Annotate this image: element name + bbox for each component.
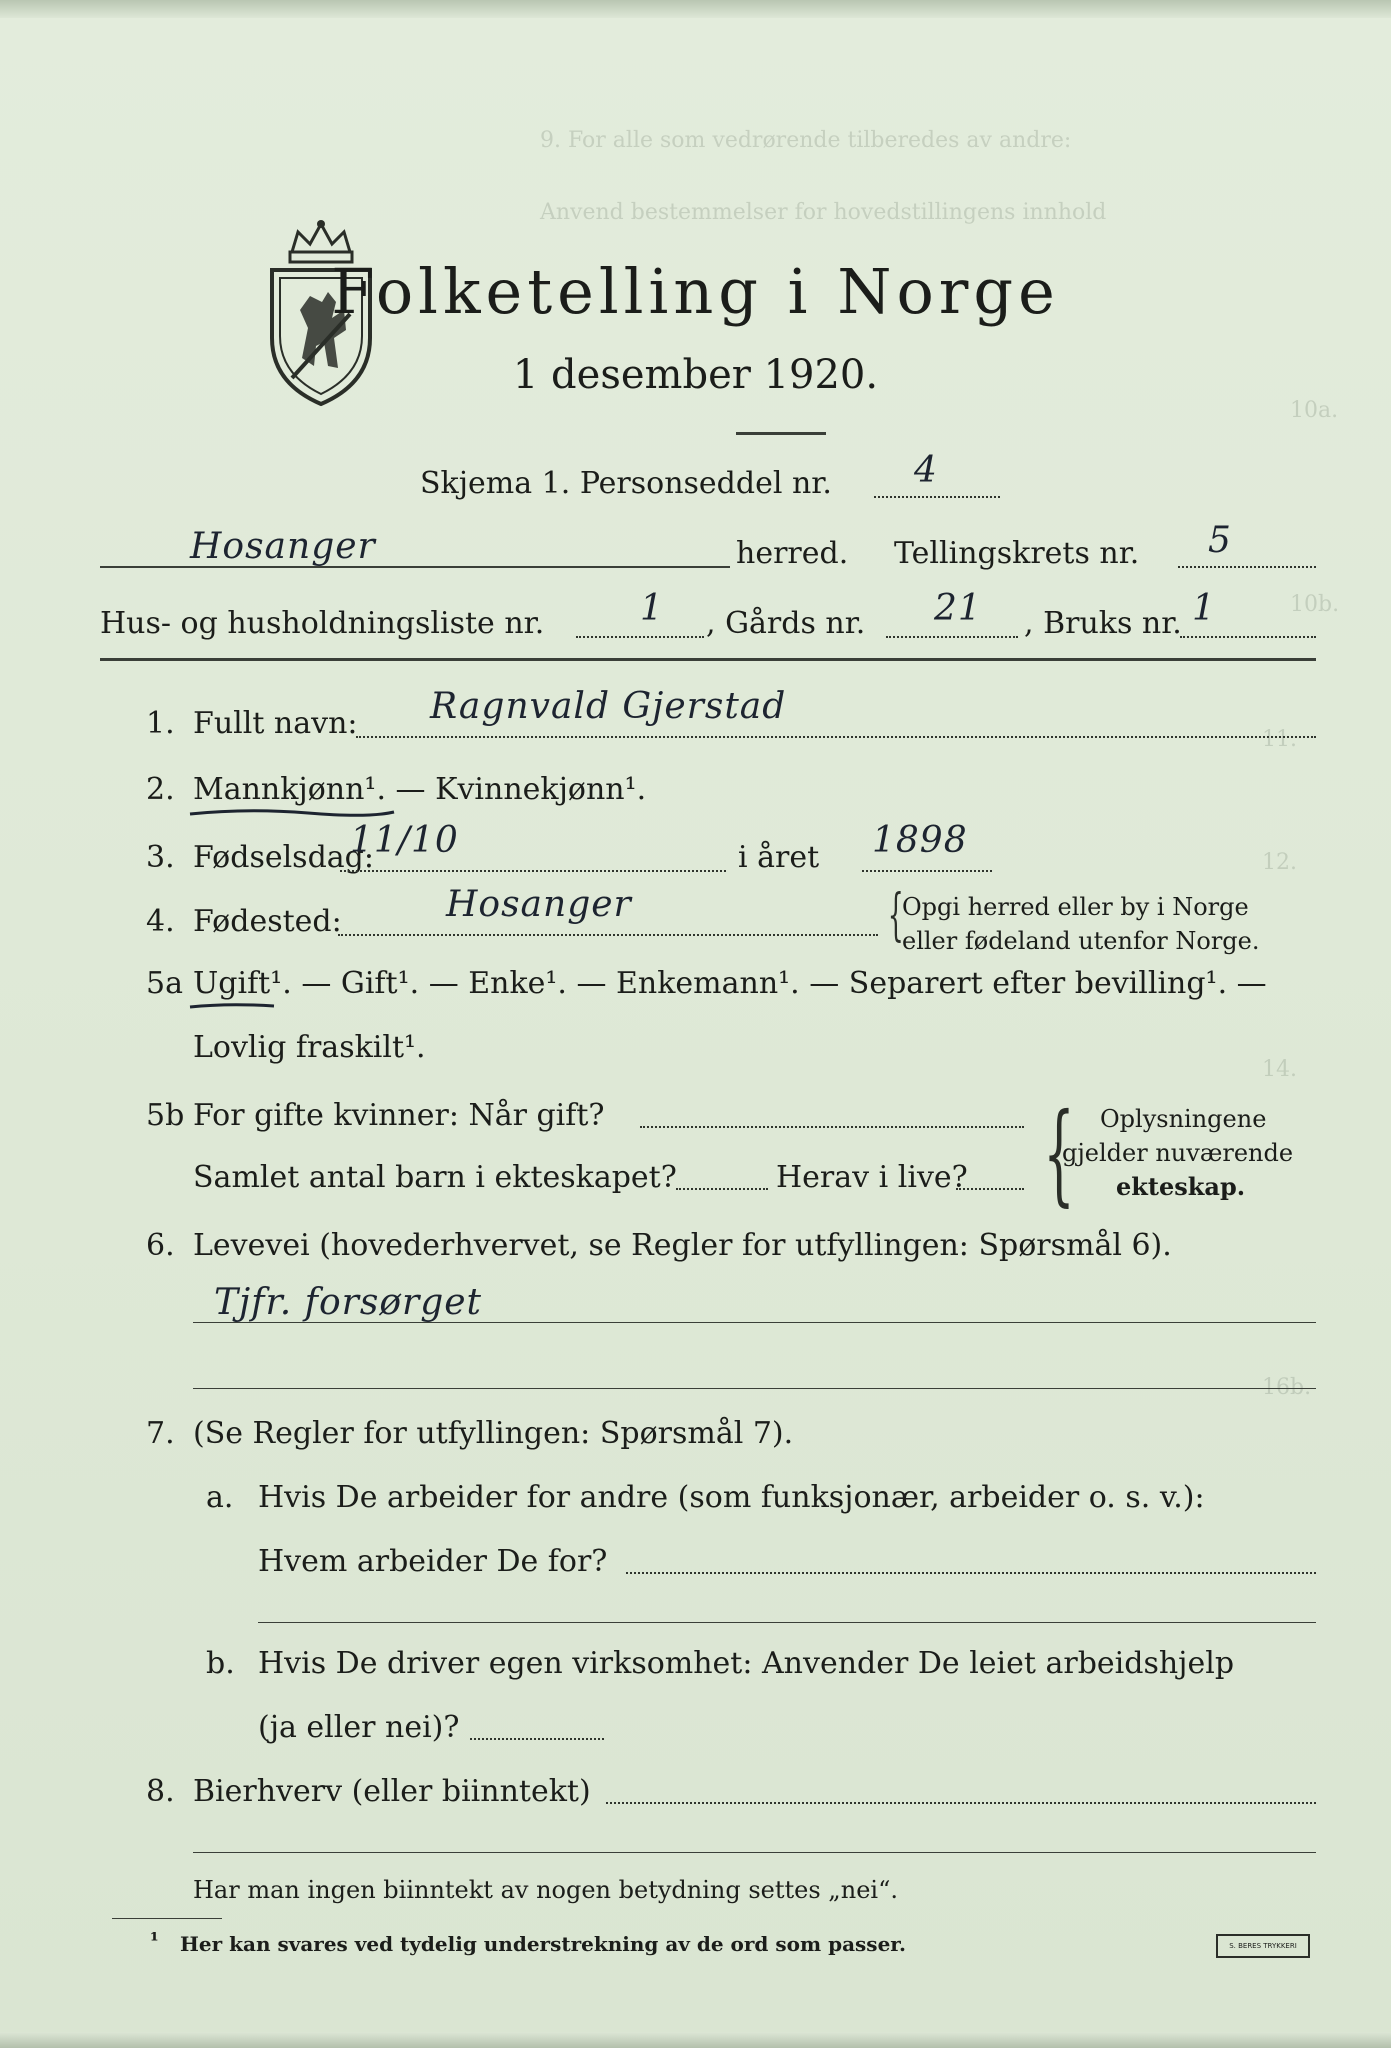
q2-number: 2. xyxy=(146,772,175,807)
herred-label: herred. xyxy=(736,536,849,571)
birthyear-label: i året xyxy=(738,840,820,875)
employer-line xyxy=(626,1572,1316,1574)
birthplace-line xyxy=(338,934,878,936)
q4-label: Fødested: xyxy=(193,904,342,939)
tellingskrets-label: Tellingskrets nr. xyxy=(894,536,1140,571)
hired-help-label: (ja eller nei)? xyxy=(258,1710,460,1745)
birthplace-value[interactable]: Hosanger xyxy=(446,884,632,925)
personseddel-number[interactable]: 4 xyxy=(914,450,938,491)
employer-line-2 xyxy=(258,1622,1316,1623)
q8-label: Bierhverv (eller biinntekt) xyxy=(193,1774,591,1809)
q3-number: 3. xyxy=(146,840,175,875)
husholdning-line xyxy=(576,636,704,638)
children-alive-label: Herav i live? xyxy=(776,1160,968,1195)
birthplace-note-2: eller fødeland utenfor Norge. xyxy=(902,927,1260,955)
birthyear-line xyxy=(862,870,992,872)
section-divider xyxy=(100,658,1316,661)
bleed-text: Anvend bestemmelser for hovedstillingens innhold xyxy=(540,200,1107,225)
note-brace: { xyxy=(887,883,904,948)
tellingskrets-number[interactable]: 5 xyxy=(1208,520,1232,561)
occupation-line-1 xyxy=(193,1322,1316,1323)
tellingskrets-line xyxy=(1178,566,1316,568)
children-total-label: Samlet antal barn i ekteskapet? xyxy=(193,1160,677,1195)
side-income-line-2 xyxy=(193,1852,1316,1853)
mannkjonn-underline xyxy=(188,806,398,820)
side-income-note: Har man ingen biinntekt av nogen betydning settes „nei“. xyxy=(193,1876,898,1904)
printer-mark: S. BERES TRYKKERI xyxy=(1216,1934,1310,1958)
q1-label: Fullt navn: xyxy=(193,706,358,741)
gender-options: Mannkjønn¹. — Kvinnekjønn¹. xyxy=(193,772,647,807)
herred-line xyxy=(100,566,730,568)
marital-status-options-2: Lovlig fraskilt¹. xyxy=(193,1030,426,1065)
q5b-number: 5b xyxy=(146,1098,185,1133)
q7-number: 7. xyxy=(146,1416,175,1451)
personseddel-line xyxy=(874,496,1000,498)
bruks-number[interactable]: 1 xyxy=(1192,588,1216,629)
bleed-text: 10b. xyxy=(1290,592,1340,617)
bleed-text: 16b. xyxy=(1262,1375,1312,1400)
q7a-label: Hvis De arbeider for andre (som funksjonær, arbeider o. s. v.): xyxy=(258,1480,1205,1515)
gards-label: , Gårds nr. xyxy=(706,606,866,641)
census-date: 1 desember 1920. xyxy=(512,352,879,398)
bleed-text: 11. xyxy=(1262,727,1297,752)
marital-status-options: Ugift¹. — Gift¹. — Enke¹. — Enkemann¹. — Separert efter bevilling¹. — xyxy=(193,966,1267,1001)
herred-value[interactable]: Hosanger xyxy=(190,526,376,567)
scan-edge-top xyxy=(0,0,1391,18)
marriage-note-1: Oplysningene xyxy=(1100,1105,1267,1133)
marriage-note-3: ekteskap. xyxy=(1116,1172,1246,1201)
husholdning-number[interactable]: 1 xyxy=(640,588,664,629)
bruks-line xyxy=(1180,636,1316,638)
skjema-label: Skjema 1. Personseddel nr. xyxy=(420,466,832,501)
q8-number: 8. xyxy=(146,1774,175,1809)
q6-label: Levevei (hovederhvervet, se Regler for utfyllingen: Spørsmål 6). xyxy=(193,1228,1172,1263)
birthyear-value[interactable]: 1898 xyxy=(872,820,968,861)
footnote-text: Her kan svares ved tydelig understrekning av de ord som passer. xyxy=(180,1932,906,1956)
bleed-text: 10a. xyxy=(1290,398,1339,423)
children-total-line xyxy=(676,1188,768,1190)
husholdning-label: Hus- og husholdningsliste nr. xyxy=(100,606,545,641)
full-name-line xyxy=(356,736,1316,738)
q7a-number: a. xyxy=(206,1480,234,1515)
q7b-number: b. xyxy=(206,1646,235,1681)
q7b-label: Hvis De driver egen virksomhet: Anvender De leiet arbeidshjelp xyxy=(258,1646,1235,1681)
birthplace-note-1: Opgi herred eller by i Norge xyxy=(902,893,1249,921)
q4-number: 4. xyxy=(146,904,175,939)
married-when-line xyxy=(640,1126,1024,1128)
gards-number[interactable]: 21 xyxy=(934,588,982,629)
footnote-rule xyxy=(112,1918,222,1919)
marriage-note-2: gjelder nuværende xyxy=(1062,1139,1294,1167)
note-brace: { xyxy=(1043,1089,1075,1217)
employer-label: Hvem arbeider De for? xyxy=(258,1544,608,1579)
gards-line xyxy=(886,636,1018,638)
q5a-number: 5a xyxy=(146,966,183,1001)
side-income-line xyxy=(606,1802,1316,1804)
bruks-label: , Bruks nr. xyxy=(1024,606,1182,641)
form-title: Folketelling i Norge xyxy=(331,255,1060,328)
ugift-underline xyxy=(188,1000,278,1012)
q5b-label: For gifte kvinner: Når gift? xyxy=(193,1098,605,1133)
bleed-text: 12. xyxy=(1262,850,1297,875)
full-name-value[interactable]: Ragnvald Gjerstad xyxy=(430,686,787,727)
birthdate-line xyxy=(340,870,726,872)
q1-number: 1. xyxy=(146,706,175,741)
q7-label: (Se Regler for utfyllingen: Spørsmål 7). xyxy=(193,1416,794,1451)
occupation-line-2 xyxy=(193,1388,1316,1389)
scan-edge-bottom xyxy=(0,2032,1391,2048)
title-divider xyxy=(736,432,826,435)
q3-label: Fødselsdag: xyxy=(193,840,374,875)
footnote-mark: ¹ xyxy=(150,1928,159,1952)
bleed-text: 14. xyxy=(1262,1057,1297,1082)
children-alive-line xyxy=(956,1188,1024,1190)
hired-help-line xyxy=(470,1738,604,1740)
bleed-text: 9. For alle som vedrørende tilberedes av andre: xyxy=(540,128,1072,153)
occupation-value[interactable]: Tjfr. forsørget xyxy=(214,1282,483,1323)
birthdate-value[interactable]: 11/10 xyxy=(350,820,459,861)
q6-number: 6. xyxy=(146,1228,175,1263)
